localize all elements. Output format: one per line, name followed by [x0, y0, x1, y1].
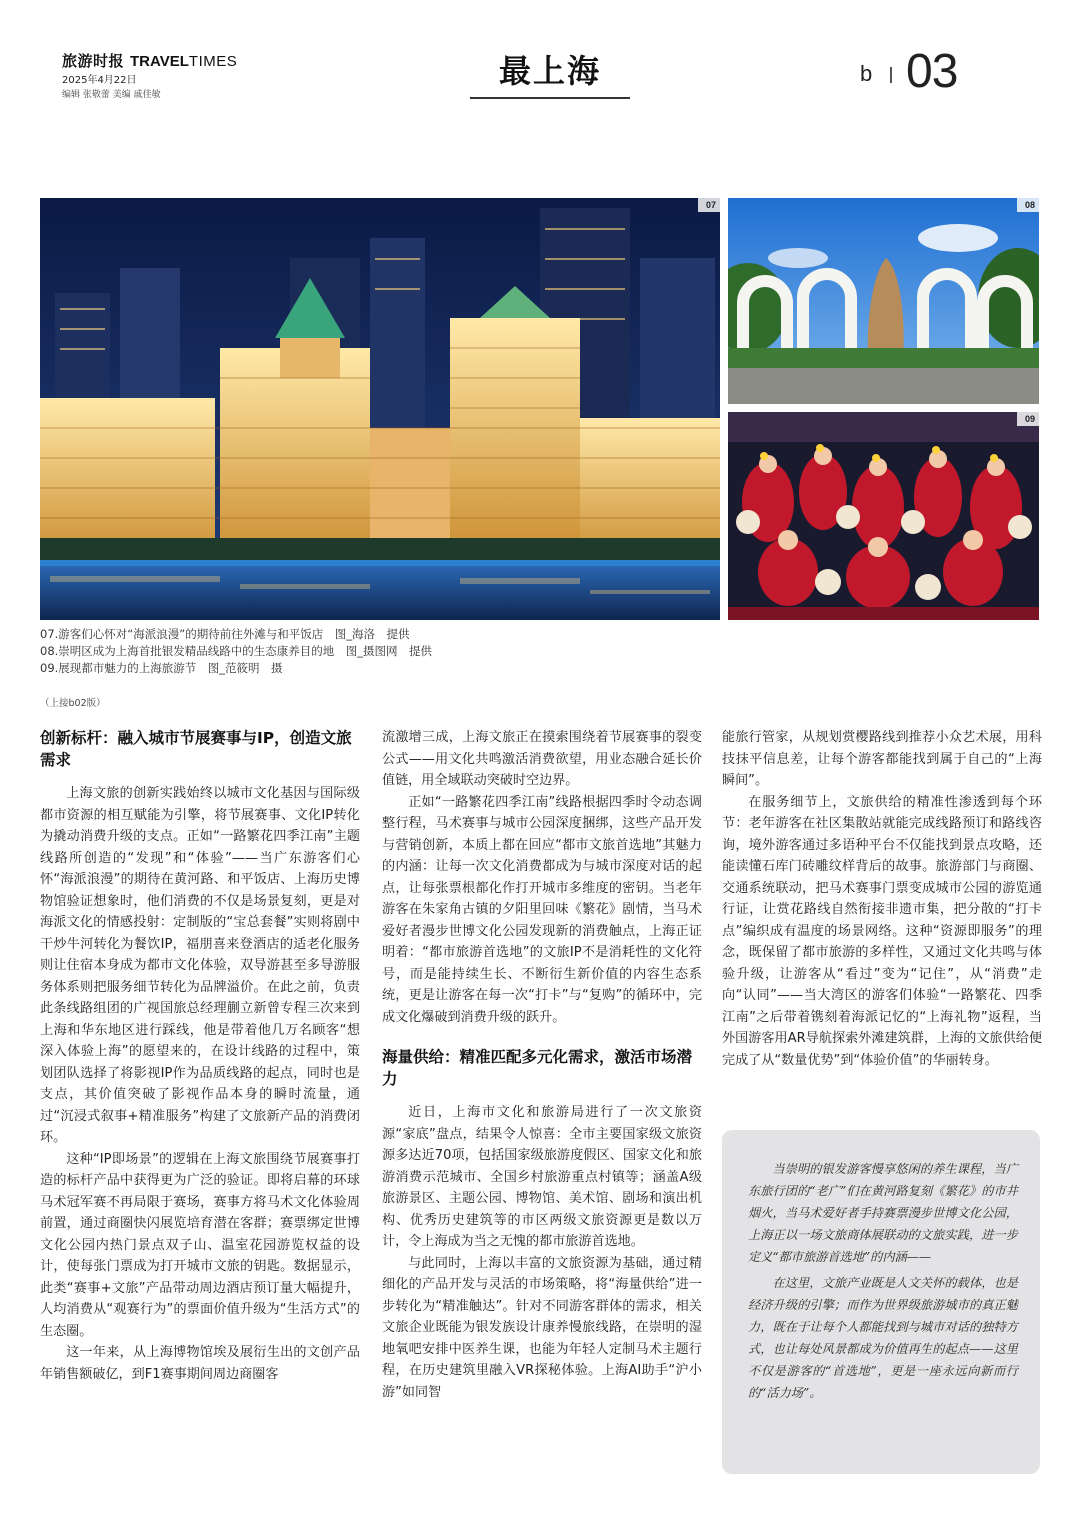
paragraph: 近日，上海市文化和旅游局进行了一次文旅资源“家底”盘点，结果令人惊喜：全市主要国家级文旅资源多达近70项，包括国家级旅游度假区、国家文化和旅游消费示范城市、全国乡村旅游重点村镇等；涵盖A级旅游景区、主题公园、博物馆、美术馆、剧场和演出机构、优秀历史建筑等的市区两级文旅资源更是数以万计，令上海成为当之无愧的都市旅游首选地。	[382, 1105, 702, 1249]
issue-date: 2025年4月22日	[62, 75, 137, 86]
photo-number-08: 08	[1017, 198, 1039, 212]
photo-chongming-garden	[728, 198, 1039, 404]
paragraph: 与此同时，上海以丰富的文旅资源为基础，通过精细化的产品开发与灵活的市场策略，将“海量供给”进一步转化为“精准触达”。针对不同游客群体的需求，相关文旅企业既能为银发族设计康养慢旅线路，在崇明的湿地氧吧安排中医养生课，也能为年轻人定制马术主题行程，在历史建筑里融入VR探秘体验。上海AI助手“沪小游”如同智	[382, 1255, 702, 1400]
festival-dancers-illustration	[728, 412, 1039, 620]
continued-from-note: （上接b02版）	[40, 698, 106, 709]
chongming-garden-illustration	[728, 198, 1039, 404]
page-divider	[890, 67, 892, 83]
bund-night-illustration	[40, 198, 720, 620]
section-heading-supply: 海量供给：精准匹配多元化需求，激活市场潜力	[382, 1048, 693, 1088]
paragraph: 能旅行管家，从规划赏樱路线到推荐小众艺术展，用科技抹平信息差，让每个游客都能找到属于自己的“上海瞬间”。	[722, 730, 1042, 788]
paragraph: 这一年来，从上海博物馆埃及展衍生出的文创产品年销售额破亿，到F1赛事期间周边商圈客	[40, 1345, 360, 1382]
page-letter: b	[860, 61, 873, 86]
photo-captions	[40, 626, 740, 677]
caption-08: 08.崇明区成为上海首批银发精品线路中的生态康养目的地 图_摄图网 提供	[40, 644, 433, 658]
pull-quote-paragraph: 当崇明的银发游客慢享悠闲的养生课程，当广东旅行团的“老广”们在黄河路复刻《繁花》的市井烟火，当马术爱好者手持赛票漫步世博文化公园，上海正以一场文旅商体展联动的文旅实践，进一步定义“都市旅游首选地”的内涵——	[748, 1162, 1018, 1264]
photo-number-07: 07	[698, 198, 720, 212]
article-column-2	[382, 727, 702, 1403]
article-column-1	[40, 727, 360, 1385]
pull-quote-box	[722, 1130, 1040, 1474]
paragraph: 流激增三成，上海文旅正在摸索围绕着节展赛事的裂变公式——用文化共鸣激活消费欲望，用业态融合延长价值链，用全域联动突破时空边界。	[382, 730, 702, 788]
pull-quote-paragraph: 在这里，文旅产业既是人文关怀的载体，也是经济升级的引擎；而作为世界级旅游城市的真正魅力，既在于让每个人都能找到与城市对话的独特方式，也让每处风景都成为价值再生的起点——这里不仅是游客的“首选地”，更是一座永远向新而行的“活力场”。	[748, 1276, 1018, 1400]
paragraph: 正如“一路繁花四季江南”线路根据四季时令动态调整行程，马术赛事与城市公园深度捆绑，这些产品开发与营销创新，本质上都在回应“都市文旅首选地”其魅力的内涵：让每一次文化消费都成为与城市深度对话的起点，让每张票根都化作打开城市多维度的密钥。当老年游客在朱家角古镇的夕阳里回味《繁花》剧情，当马术爱好者漫步世博文化公园发现新的消费触点，上海正证明着：“都市旅游首选地”的文旅IP不是消耗性的文化符号，而是能持续生长、不断衍生新价值的内容生态系统，更是让游客在每一次“打卡”与“复购”的循环中，完成文化爆破到消费升级的跃升。	[382, 794, 702, 1025]
editors-credit: 编辑 张敬蕾 美编 戚佳敏	[62, 90, 161, 100]
paragraph: 这种“IP即场景”的逻辑在上海文旅围绕节展赛事打造的标杆产品中获得更为广泛的验证。即将启幕的环球马术冠军赛不再局限于赛场，赛事方将马术文化体验周前置，通过商圈快闪展览培育潜在客群；赛票绑定世博文化公园内热门景点双子山、温室花园游览权益的设计，使每张门票成为打开城市文旅的钥匙。数据显示，此类“赛事+文旅”产品带动周边酒店预订量大幅提升，人均消费从“观赛行为”的票面价值升级为“生活方式”的生态圈。	[40, 1151, 360, 1339]
photo-tourism-festival	[728, 412, 1039, 620]
paragraph: 在服务细节上，文旅供给的精准性渗透到每个环节：老年游客在社区集散站就能完成线路预订和路线咨询，境外游客通过多语种平台不仅能找到景点攻略，还能读懂石库门砖雕纹样背后的故事。旅游部门与商圈、交通系统联动，把马术赛事门票变成城市公园的游览通行证，让赏花路线自然衔接非遗市集，把分散的“打卡点”编织成有温度的场景网络。这种“资源即服务”的理念，既保留了都市旅游的多样性，又通过文化共鸣与体验升级，让游客从“看过”变为“记住”，从“消费”走向“认同”——当大湾区的游客们体验“一路繁花、四季江南”之后带着镌刻着海派记忆的“上海礼物”返程，当外国游客用AR导航探索外滩建筑群，上海的文旅供给便完成了从“数量优势”到“体验价值”的华丽转身。	[722, 794, 1042, 1068]
article-column-3	[722, 727, 1042, 1071]
brand-chinese: 旅游时报	[62, 52, 125, 70]
page-number: 03	[906, 45, 958, 98]
paragraph: 上海文旅的创新实践始终以城市文化基因与国际级都市资源的相互赋能为引擎，将节展赛事、文化IP转化为撬动消费升级的支点。正如“一路繁花四季江南”主题线路所创造的“发现”和“体验”——当广东游客们心怀“海派浪漫”的期待在黄河路、和平饭店、上海历史博物馆验证想象时，他们消费的不仅是场景复刻，更是对海派文化的情感投射：定制版的“宝总套餐”实则将剧中干炒牛河转化为餐饮IP，福朋喜来登酒店的适老化服务则让住宿本身成为都市文化体验，双导游甚至多导游服务体系则把服务细节转化为品牌溢价。在此之前，负责此条线路组团的广视国旅总经理蒯立新曾专程三次来到上海和华东地区进行踩线，他是带着他几万名顾客“想深入体验上海”的愿望来的，在设计线路的过程中，策划团队选择了将影视IP作为品质线路的起点，同时也是支点，其价值突破了影视作品本身的瞬时流量，通过“沉浸式叙事+精准服务”构建了文旅新产品的消费闭环。	[40, 786, 360, 1145]
photo-bund-night	[40, 198, 720, 620]
brand-english-light: TIMES	[188, 53, 238, 70]
photo-number-09: 09	[1017, 412, 1039, 426]
section-title: 最上海	[498, 52, 601, 90]
section-title-underline	[470, 97, 630, 99]
caption-09: 09.展现都市魅力的上海旅游节 图_范筱明 摄	[40, 661, 283, 675]
newspaper-brand	[62, 50, 237, 71]
brand-english-bold: TRAVEL	[130, 53, 189, 70]
caption-07: 07.游客们心怀对“海派浪漫”的期待前往外滩与和平饭店 图_海洛 提供	[40, 627, 410, 641]
section-heading-innovation: 创新标杆：融入城市节展赛事与IP，创造文旅需求	[40, 729, 352, 769]
